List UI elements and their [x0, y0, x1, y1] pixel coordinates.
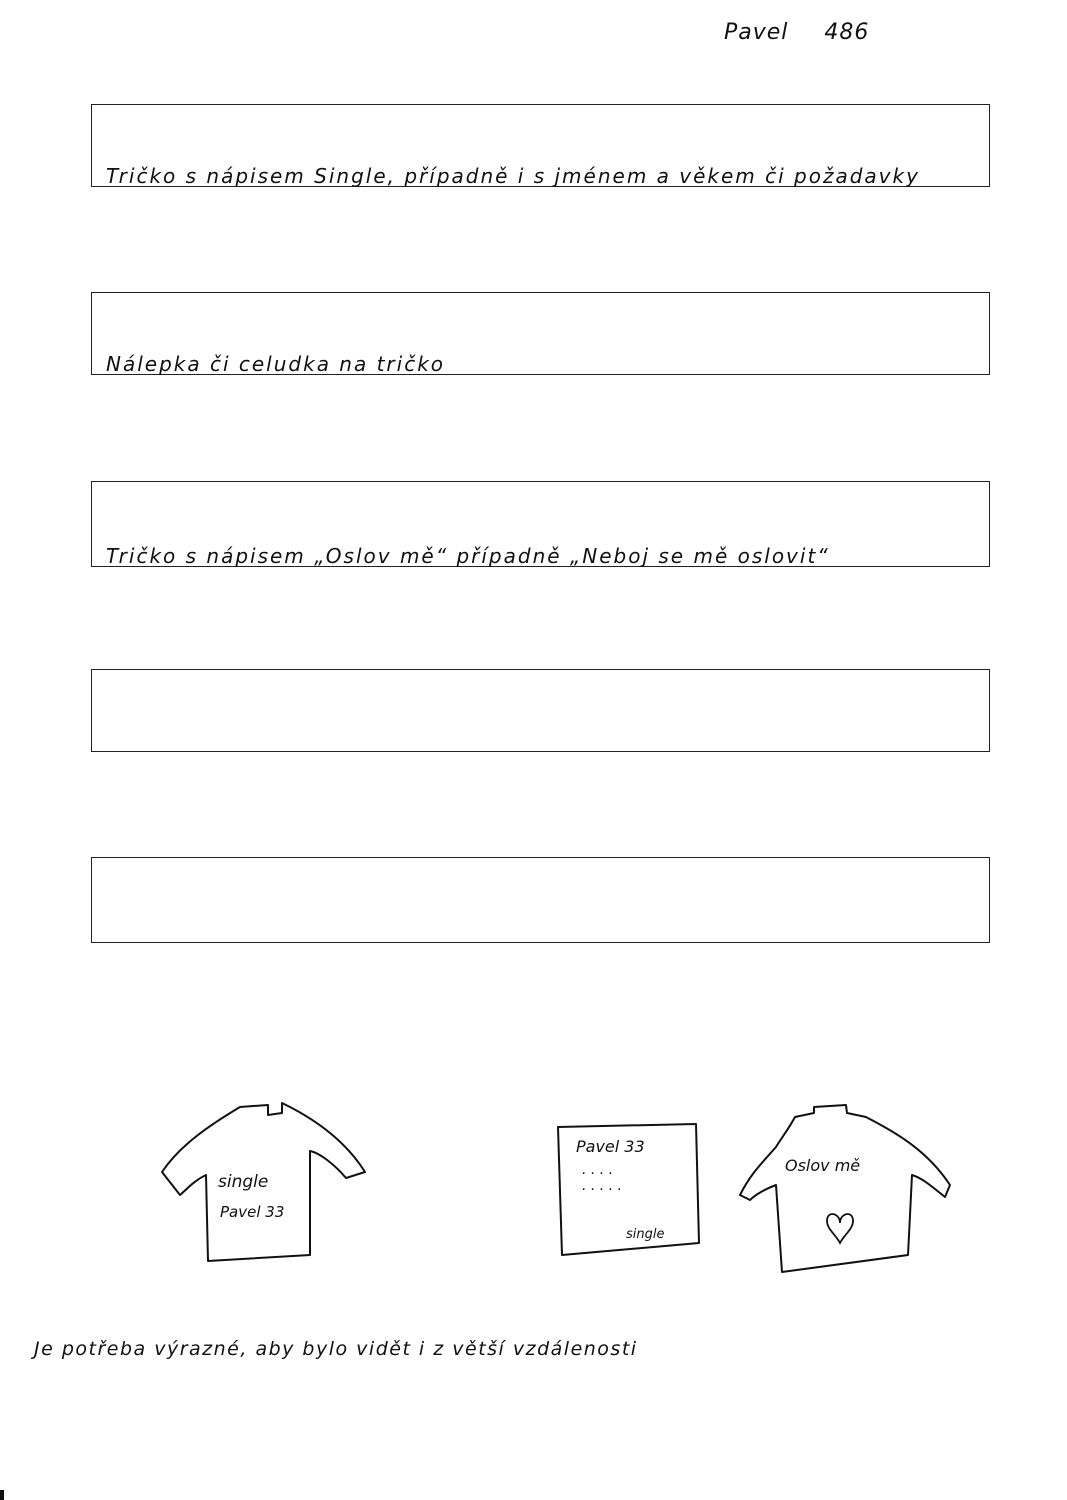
scan-mark	[0, 1490, 4, 1500]
sticker-footer: single	[626, 1227, 665, 1242]
shirt-single-line2: Pavel 33	[220, 1203, 285, 1221]
idea-box-2	[91, 292, 990, 375]
page-header	[724, 20, 897, 45]
idea-box-3	[91, 481, 990, 567]
footer-note: Je potřeba výrazné, aby bylo vidět i z větší vzdálenosti	[34, 1338, 638, 1360]
idea-text-1: Tričko s nápisem Single, případně i s jménem a věkem či požadavky	[106, 164, 920, 188]
shirt-single-line1: single	[218, 1172, 269, 1192]
idea-box-4	[91, 669, 990, 752]
idea-box-1	[91, 104, 990, 187]
idea-box-5	[91, 857, 990, 943]
sketches	[150, 1095, 970, 1285]
tshirt-oslov-sketch	[740, 1105, 950, 1272]
author-name: Pavel	[724, 20, 789, 45]
heart-icon	[827, 1214, 853, 1243]
sticker-dots-row1: . . . .	[582, 1162, 614, 1178]
idea-text-2: Nálepka či celudka na tričko	[106, 352, 446, 376]
sticker-dots-row2: . . . . .	[582, 1178, 623, 1194]
shirt-oslov-text: Oslov mě	[785, 1156, 861, 1175]
sheet-number: 486	[824, 20, 870, 45]
sticker-title: Pavel 33	[576, 1137, 645, 1156]
idea-text-3: Tričko s nápisem „Oslov mě“ případně „Neboj se mě oslovit“	[106, 544, 830, 568]
